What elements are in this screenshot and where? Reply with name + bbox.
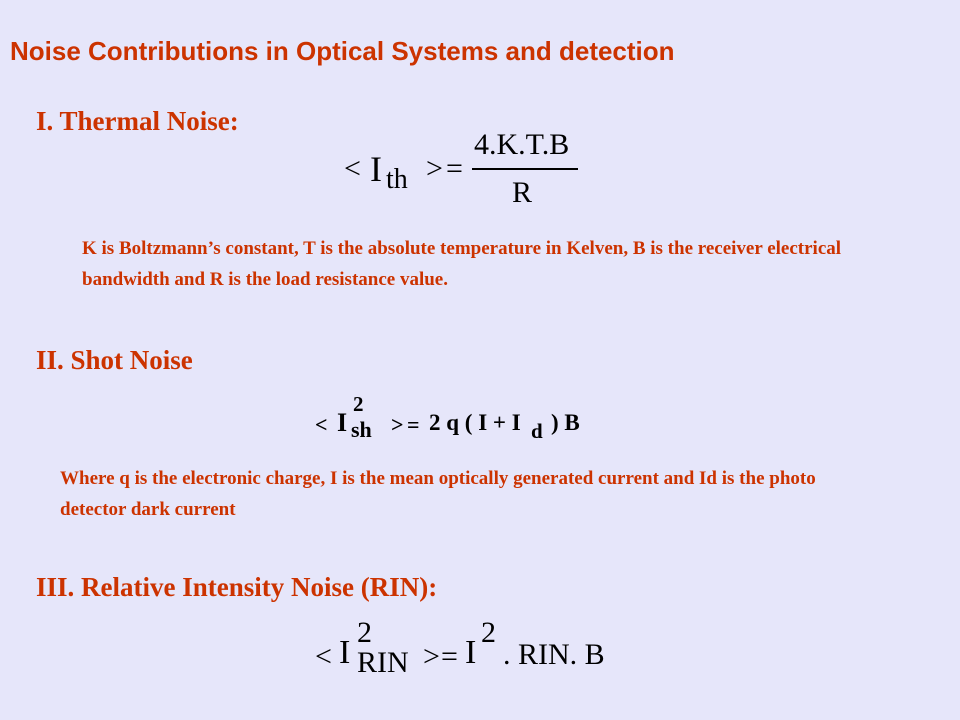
eq-equals: = <box>407 412 420 437</box>
eq-current-symbol: I <box>337 408 348 437</box>
thermal-noise-number: I. <box>36 106 54 136</box>
thermal-noise-label: Thermal Noise: <box>59 106 239 136</box>
rin-equation <box>315 616 625 690</box>
eq-numerator: 4.K.T.B <box>474 128 570 161</box>
shot-noise-label: Shot Noise <box>70 345 193 375</box>
eq-rhs-superscript: 2 <box>481 616 496 649</box>
shot-noise-heading <box>36 345 193 376</box>
eq-current-symbol: I <box>370 149 382 189</box>
eq-equals: = <box>441 640 458 673</box>
thermal-noise-description: K is Boltzmann’s constant, T is the absolute temperature in Kelven, B is the receiver electrical bandwidth and R is the load resistance value. <box>82 238 842 290</box>
thermal-noise-equation <box>340 128 600 218</box>
eq-open-bracket: < <box>315 412 328 437</box>
rin-label: Relative Intensity Noise (RIN): <box>81 572 438 602</box>
shot-noise-equation <box>315 392 605 447</box>
eq-open-bracket: < <box>344 152 361 185</box>
slide-title: Noise Contributions in Optical Systems and detection <box>10 36 675 66</box>
eq-close-bracket: > <box>391 412 404 437</box>
shot-noise-number: II. <box>36 345 64 375</box>
shot-noise-description: Where q is the electronic charge, I is the mean optically generated current and Id is the photo detector dark current <box>60 468 816 520</box>
eq-rhs-symbol: I <box>465 634 477 671</box>
eq-rhs-subscript: d <box>531 419 543 443</box>
eq-superscript: 2 <box>353 392 364 416</box>
eq-current-symbol: I <box>339 634 351 671</box>
fraction-line <box>472 168 578 170</box>
eq-close-bracket: > <box>426 152 443 185</box>
eq-rhs-end: . RIN. B <box>503 638 605 671</box>
eq-open-bracket: < <box>315 640 332 673</box>
eq-subscript: RIN <box>357 646 409 679</box>
eq-rhs-end: ) B <box>551 410 580 435</box>
thermal-noise-heading <box>36 106 239 137</box>
eq-denominator: R <box>512 176 533 209</box>
eq-subscript: th <box>386 164 408 195</box>
eq-equals: = <box>446 152 463 185</box>
eq-rhs-start: 2 q ( I + I <box>429 410 521 435</box>
eq-superscript: 2 <box>357 616 372 649</box>
rin-number: III. <box>36 572 75 602</box>
eq-subscript: sh <box>351 417 372 442</box>
eq-close-bracket: > <box>423 640 440 673</box>
rin-heading <box>36 572 437 603</box>
